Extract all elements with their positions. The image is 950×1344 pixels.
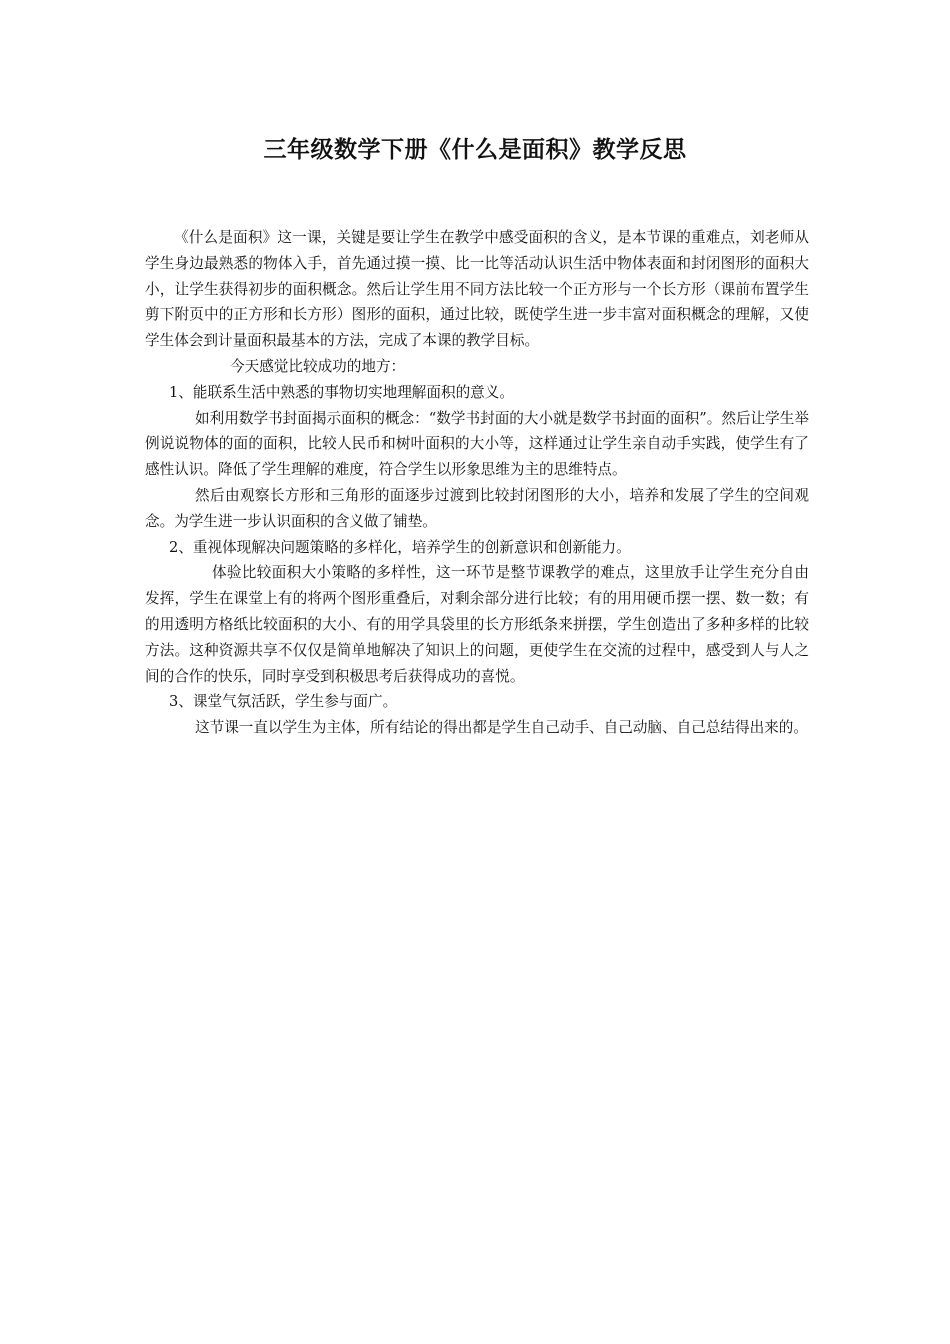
document-title: 三年级数学下册《什么是面积》教学反思 (263, 137, 687, 163)
point-2-heading: 2、重视体现解决问题策略的多样化，培养学生的创新意识和创新能力。 (169, 538, 631, 556)
point-1-paragraph-2: 然后由观察长方形和三角形的面逐步过渡到比较封闭图形的大小，培养和发展了学生的空间观念。为学生进一步认识面积的含义做了铺垫。 (145, 486, 809, 530)
intro-paragraph: 《什么是面积》这一课，关键是要让学生在教学中感受面积的含义，是本节课的重难点，刘老师从学生身边最熟悉的物体入手，首先通过摸一摸、比一比等活动认识生活中物体表面和封闭图形的面积大小，让学生获得初步的面积概念。然后让学生用不同方法比较一个正方形与一个长方形（课前布置学生剪下附页中的正方形和长方形）图形的面积，通过比较，既使学生进一步丰富对面积概念的理解，又使学生体会到计量面积最基本的方法，完成了本课的教学目标。 (145, 229, 809, 350)
point-2-paragraph: 体验比较面积大小策略的多样性，这一环节是整节课教学的难点，这里放手让学生充分自由发挥，学生在课堂上有的将两个图形重叠后，对剩余部分进行比较；有的用用硬币摆一摆、数一数；有的用透明方格纸比较面积的大小、有的用学具袋里的长方形纸条来拼摆，学生创造出了多种多样的比较方法。这种资源共享不仅仅是简单地解决了知识上的问题，更使学生在交流的过程中，感受到人与人之间的合作的快乐，同时享受到积极思考后获得成功的喜悦。 (145, 564, 809, 685)
point-1-heading: 1、能联系生活中熟悉的事物切实地理解面积的意义。 (169, 383, 514, 401)
point-3-heading: 3、课堂气氛活跃，学生参与面广。 (169, 693, 398, 711)
point-1-paragraph-1: 如利用数学书封面揭示面积的概念：“数学书封面的大小就是数学书封面的面积”。然后让学生举例说说物体的面的面积，比较人民币和树叶面积的大小等，这样通过让学生亲自动手实践，使学生有了感性认识。降低了学生理解的难度，符合学生以形象思维为主的思维特点。 (145, 409, 809, 479)
document-body (145, 225, 809, 741)
success-heading: 今天感觉比较成功的地方： (230, 357, 406, 375)
point-3-paragraph: 这节课一直以学生为主体，所有结论的得出都是学生自己动手、自己动脑、自己总结得出来的。 (195, 719, 808, 737)
